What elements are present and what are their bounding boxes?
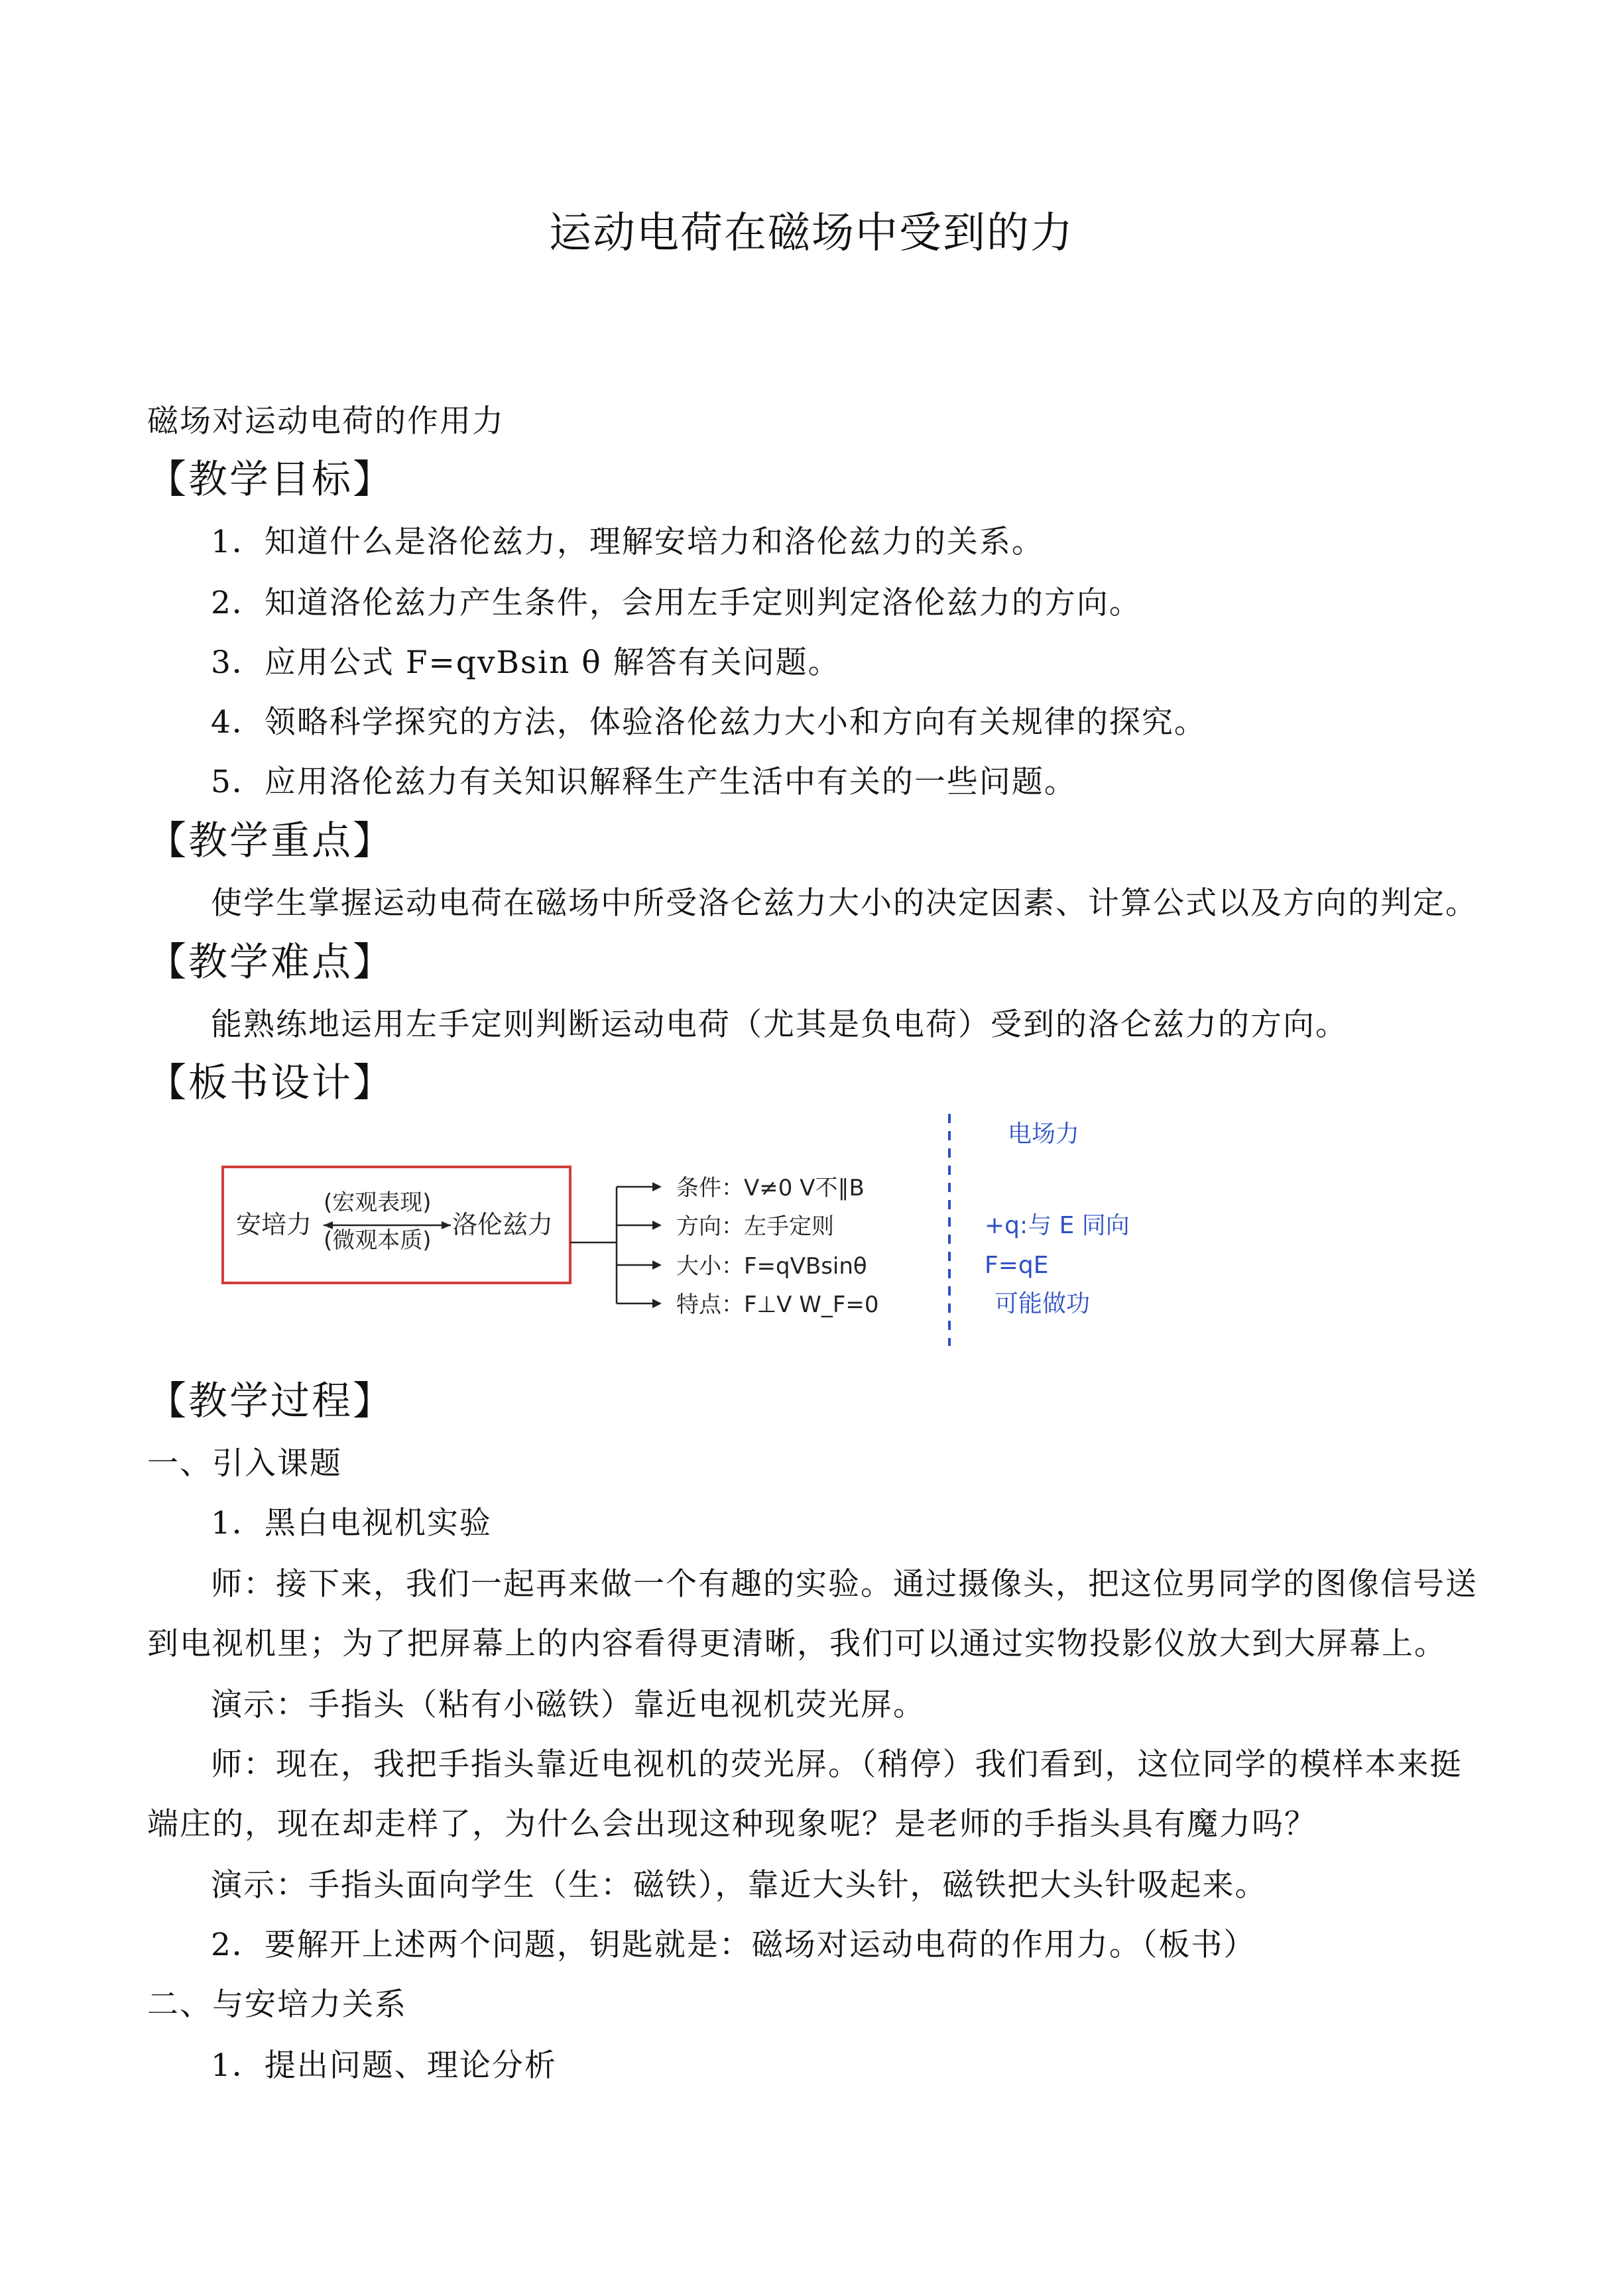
- branch-magnitude: 大小：F=qVBsinθ: [676, 1253, 867, 1280]
- process-paragraph: 1．黑白电视机实验: [211, 1505, 492, 1541]
- process-paragraph: 端庄的，现在却走样了，为什么会出现这种现象呢？是老师的手指头具有魔力吗？: [147, 1806, 1317, 1843]
- process-paragraph: 师：现在，我把手指头靠近电视机的荧光屏。（稍停）我们看到，这位同学的模样本来挺: [211, 1746, 1463, 1783]
- subtitle: 磁场对运动电荷的作用力: [147, 403, 505, 440]
- branch-condition: 条件：V≠0 V不∥B: [676, 1175, 865, 1201]
- goals-heading: 【教学目标】: [147, 456, 394, 502]
- process-paragraph: 演示：手指头（粘有小磁铁）靠近电视机荧光屏。: [211, 1687, 926, 1723]
- goal-item: 5．应用洛伦兹力有关知识解释生产生活中有关的一些问题。: [211, 764, 1077, 800]
- compare-item: 可能做功: [994, 1290, 1091, 1317]
- goal-item: 1．知道什么是洛伦兹力，理解安培力和洛伦兹力的关系。: [211, 524, 1044, 560]
- difficulties-text: 能熟练地运用左手定则判断运动电荷（尤其是负电荷）受到的洛仑兹力的方向。: [211, 1006, 1348, 1043]
- process-paragraph: 到电视机里；为了把屏幕上的内容看得更清晰，我们可以通过实物投影仪放大到大屏幕上。: [147, 1626, 1447, 1662]
- diagram-top-label: (宏观表现): [324, 1189, 432, 1216]
- process-paragraph: 师：接下来，我们一起再来做一个有趣的实验。通过摄像头，把这位男同学的图像信号送: [211, 1566, 1478, 1602]
- branch-arrow: [652, 1182, 662, 1191]
- arrow-head-right: [442, 1221, 451, 1229]
- key-points-text: 使学生掌握运动电荷在磁场中所受洛仑兹力大小的决定因素、计算公式以及方向的判定。: [211, 885, 1478, 922]
- goal-item: 2．知道洛伦兹力产生条件，会用左手定则判定洛伦兹力的方向。: [211, 585, 1142, 621]
- part2-title: 二、与安培力关系: [147, 1986, 407, 2023]
- compare-title: 电场力: [1008, 1120, 1080, 1148]
- document-title: 运动电荷在磁场中受到的力: [549, 209, 1074, 258]
- branch-arrow: [652, 1299, 662, 1308]
- process-paragraph: 1．提出问题、理论分析: [211, 2047, 557, 2084]
- diagram-right-label: 洛伦兹力: [452, 1210, 554, 1239]
- diagram-bottom-label: (微观本质): [324, 1227, 432, 1254]
- difficulties-heading: 【教学难点】: [147, 939, 394, 985]
- goal-item: 3．应用公式 F=qvBsin θ 解答有关问题。: [211, 644, 841, 681]
- compare-item: F=qE: [985, 1252, 1049, 1279]
- process-paragraph: 2．要解开上述两个问题，钥匙就是：磁场对运动电荷的作用力。（板书）: [211, 1927, 1256, 1963]
- part1-title: 一、引入课题: [147, 1445, 342, 1482]
- board-design-heading: 【板书设计】: [147, 1059, 394, 1105]
- board-design-diagram: [199, 1101, 1160, 1353]
- diagram-left-label: 安培力: [236, 1210, 312, 1239]
- branch-arrow: [652, 1221, 662, 1230]
- compare-item: +q:与 E 同向: [985, 1212, 1130, 1239]
- branch-direction: 方向：左手定则: [676, 1213, 834, 1240]
- process-heading: 【教学过程】: [147, 1378, 394, 1423]
- branch-arrow: [652, 1260, 662, 1270]
- process-paragraph: 演示：手指头面向学生（生：磁铁），靠近大头针，磁铁把大头针吸起来。: [211, 1867, 1268, 1903]
- branch-feature: 特点：F⊥V W_F=0: [676, 1292, 879, 1318]
- goal-item: 4．领略科学探究的方法，体验洛伦兹力大小和方向有关规律的探究。: [211, 704, 1207, 741]
- key-points-heading: 【教学重点】: [147, 817, 394, 863]
